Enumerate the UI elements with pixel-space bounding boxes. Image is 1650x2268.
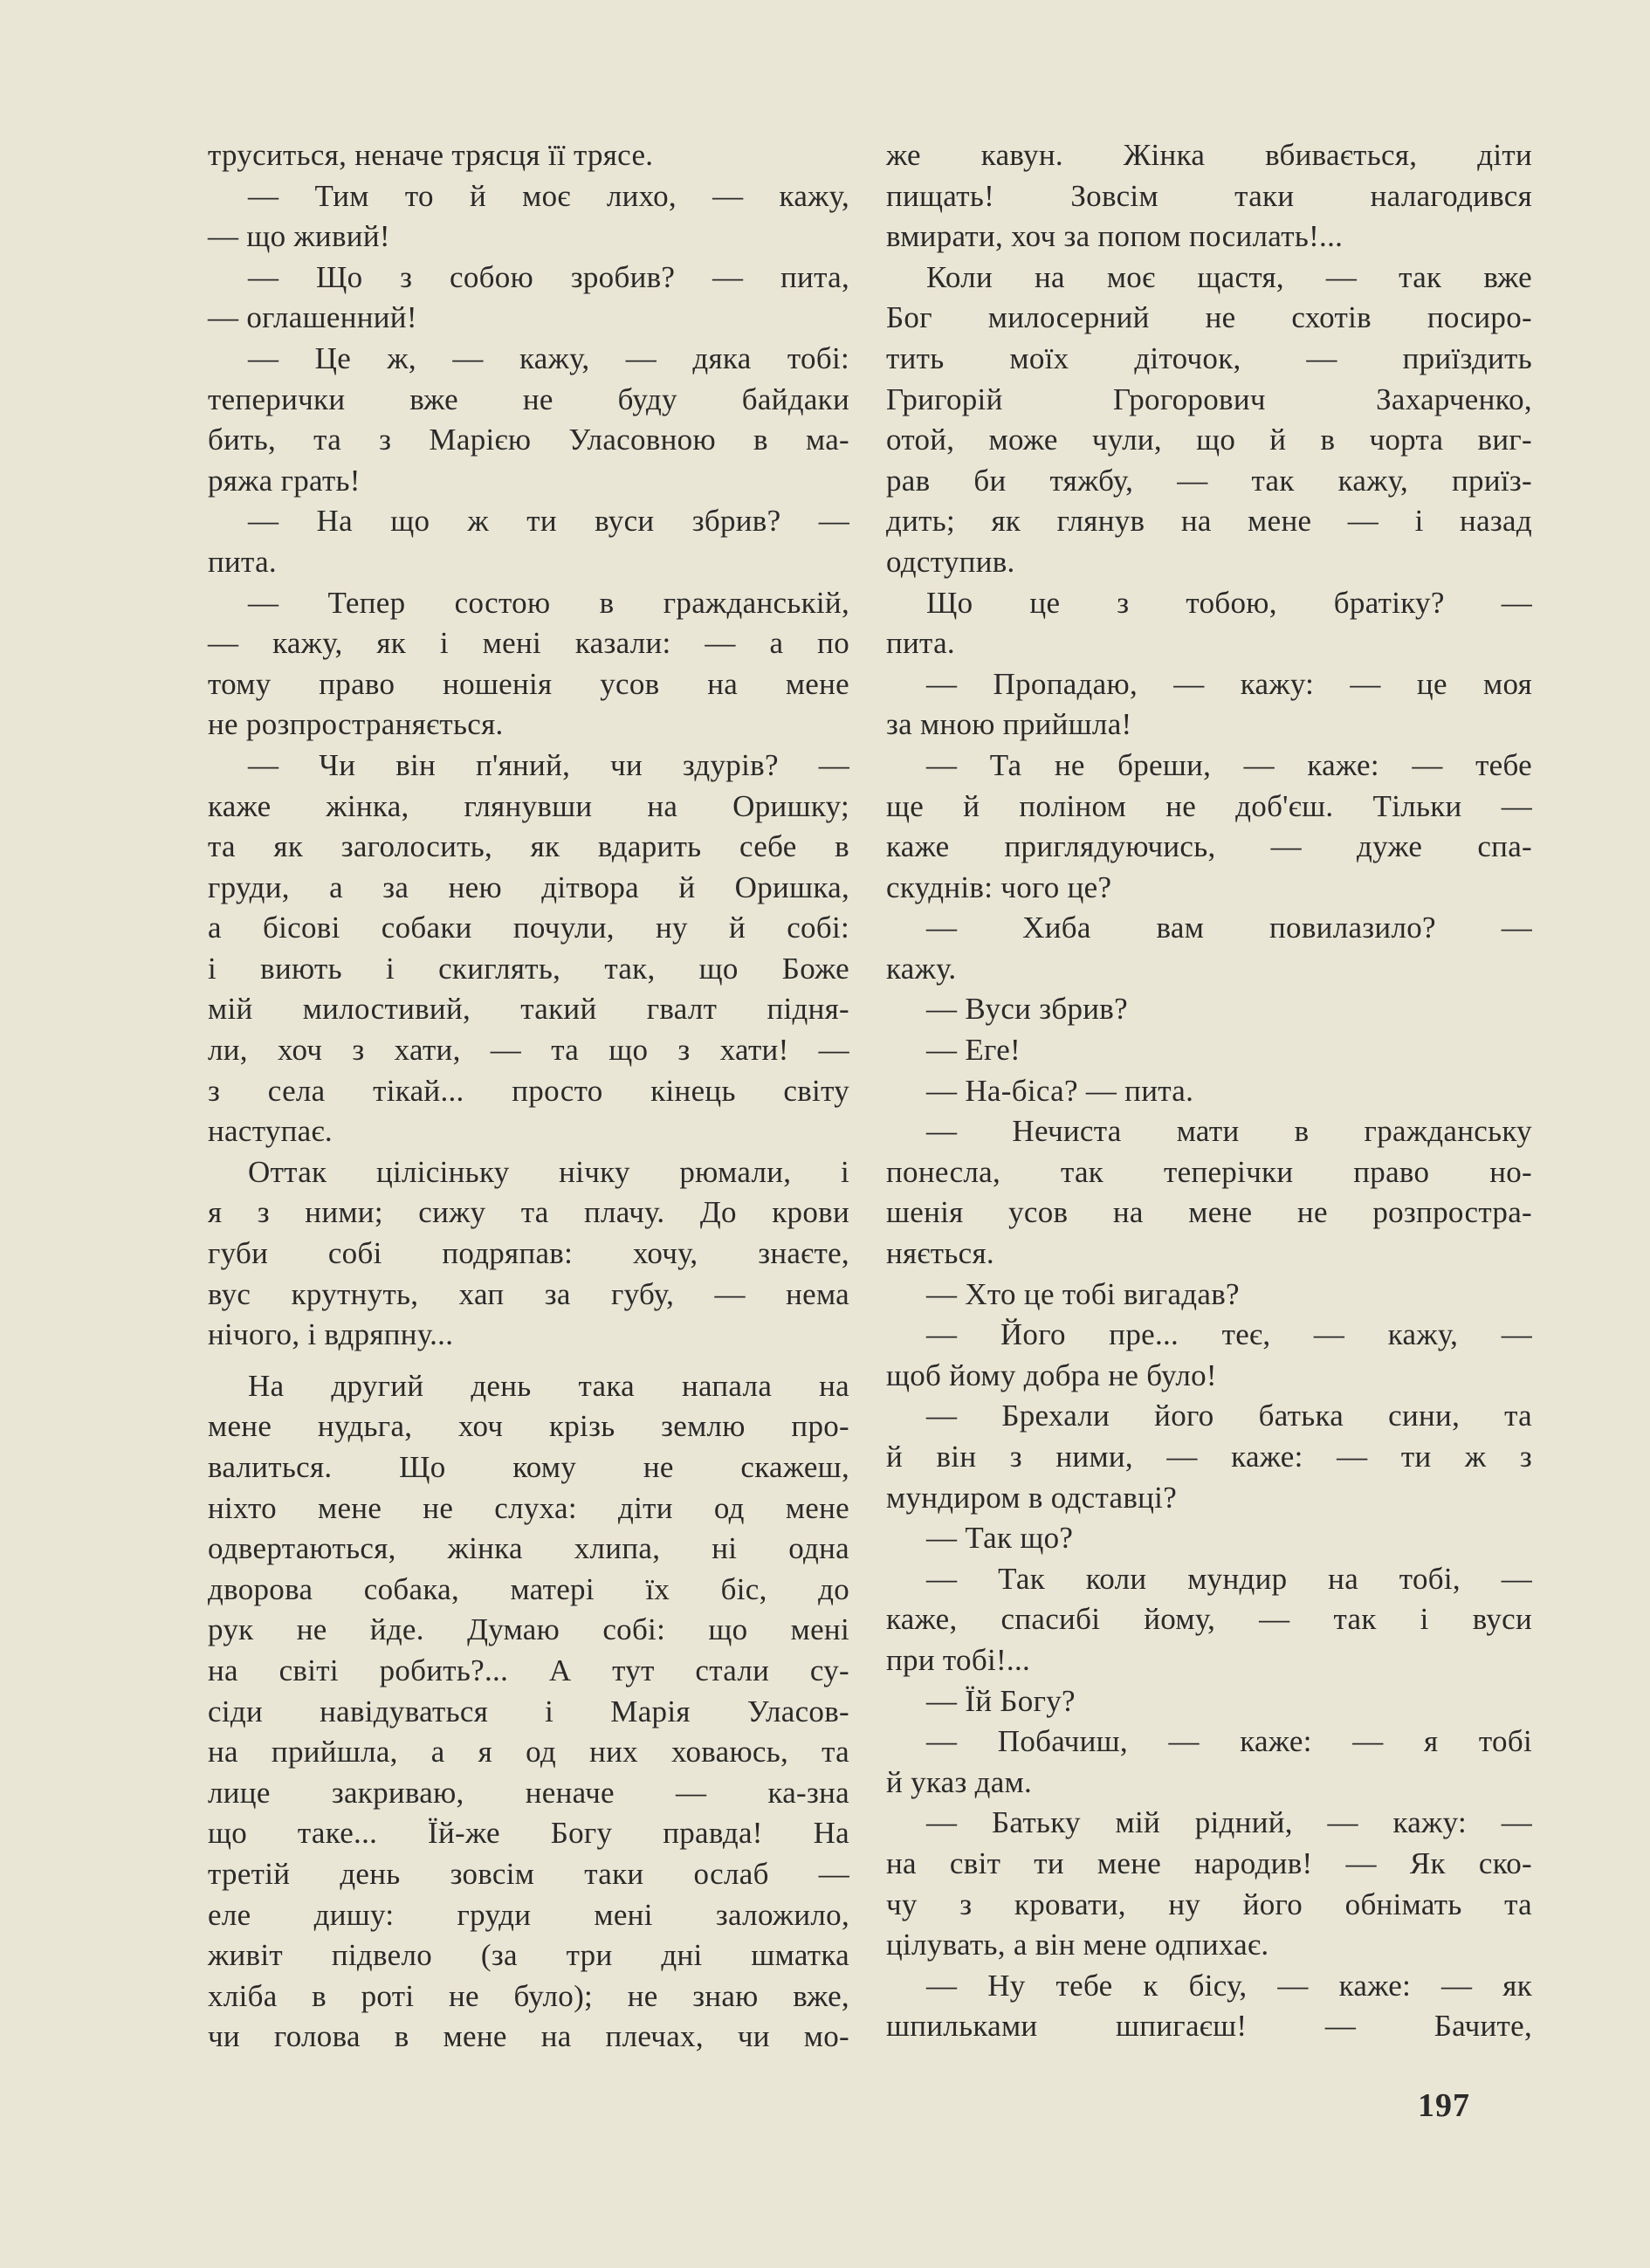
- text-line: — Так що?: [926, 1521, 1074, 1556]
- text-line: каже, спасибі йому, — так і вуси: [886, 1602, 1532, 1637]
- text-line: ряжа грать!: [208, 463, 361, 498]
- text-line: — Тепер состою в гражданській,: [248, 585, 849, 620]
- text-line: шпильками шпигаєш! — Бачите,: [886, 2009, 1532, 2044]
- page-number: 197: [1418, 2087, 1470, 2124]
- text-line: мундиром в одставці?: [886, 1480, 1178, 1515]
- text-line: Григорій Грогорович Захарченко,: [886, 381, 1532, 416]
- text-line: на світ ти мене народив! — Як ско-: [886, 1845, 1532, 1880]
- text-line: — Еге!: [926, 1033, 1021, 1068]
- text-line: — На-біса? — пита.: [926, 1073, 1194, 1108]
- text-line: вус крутнуть, хап за губу, — нема: [208, 1276, 849, 1311]
- text-line: — Так коли мундир на тобі, —: [926, 1561, 1532, 1596]
- text-line: — Хиба вам повилазило? —: [926, 911, 1532, 945]
- text-line: на світі робить?... А тут стали су-: [208, 1653, 849, 1687]
- text-line: отой, може чули, що й в чорта виг-: [886, 423, 1532, 457]
- text-line: пита.: [208, 544, 277, 579]
- text-line: тому право ношенія усов на мене: [208, 666, 849, 701]
- text-line: понесла, так теперічки право но-: [886, 1154, 1532, 1189]
- text-line: а бісові собаки почули, ну й собі:: [208, 911, 849, 945]
- text-line: вмирати, хоч за попом посилать!...: [886, 219, 1344, 254]
- text-line: не розпространяється.: [208, 707, 504, 742]
- text-line: кажу.: [886, 951, 957, 986]
- text-line: — Тим то й моє лихо, — кажу,: [248, 178, 849, 213]
- text-line: бить, та з Марією Уласовною в ма-: [208, 423, 849, 457]
- text-line: на прийшла, а я од них ховаюсь, та: [208, 1735, 849, 1770]
- text-line: скуднів: чого це?: [886, 869, 1112, 904]
- text-line: На другий день така напала на: [248, 1368, 849, 1403]
- text-line: — що живий!: [208, 219, 390, 254]
- text-line: за мною прийшла!: [886, 707, 1132, 742]
- text-line: дворова собака, матері їх біс, до: [208, 1571, 849, 1606]
- text-line: Бог милосерний не схотів посиро-: [886, 300, 1532, 335]
- text-line: шенія усов на мене не розпростра-: [886, 1195, 1532, 1230]
- text-line: — Їй Богу?: [926, 1683, 1076, 1718]
- text-line: наступає.: [208, 1114, 333, 1149]
- text-line: — Це ж, — кажу, — дяка тобі:: [248, 340, 849, 375]
- text-line: й він з ними, — каже: — ти ж з: [886, 1440, 1532, 1474]
- text-line: дить; як глянув на мене — і назад: [886, 504, 1532, 539]
- text-line: при тобі!...: [886, 1642, 1031, 1677]
- text-line: няється.: [886, 1236, 994, 1271]
- left-text-column: [208, 135, 849, 2058]
- text-line: еле дишу: груди мені заложило,: [208, 1897, 849, 1932]
- text-line: валиться. Що кому не скажеш,: [208, 1450, 849, 1484]
- text-line: груди, а за нею дітвора й Оришка,: [208, 869, 849, 904]
- text-line: рав би тяжбу, — так кажу, приїз-: [886, 463, 1532, 498]
- text-line: пита.: [886, 626, 955, 661]
- text-line: нічого, і вдряпну...: [208, 1317, 454, 1352]
- text-line: лице закриваю, неначе — ка-зна: [208, 1775, 849, 1810]
- text-line: — Нечиста мати в гражданську: [926, 1114, 1532, 1149]
- text-line: — Його пре... теє, — кажу, —: [926, 1317, 1532, 1352]
- text-line: — Чи він п'яний, чи здурів? —: [248, 747, 849, 782]
- text-line: — Побачиш, — каже: — я тобі: [926, 1724, 1532, 1759]
- text-line: з села тікай... просто кінець світу: [208, 1073, 849, 1108]
- text-line: третій день зовсім таки ослаб —: [208, 1856, 849, 1891]
- text-line: живіт підвело (за три дні шматка: [208, 1938, 849, 1973]
- text-line: пищать! Зовсім таки налагодився: [886, 178, 1532, 213]
- text-line: й указ дам.: [886, 1764, 1033, 1799]
- text-line: ніхто мене не слуха: діти од мене: [208, 1490, 849, 1525]
- text-line: рук не йде. Думаю собі: що мені: [208, 1612, 849, 1647]
- text-line: труситься, неначе трясця її трясе.: [208, 138, 654, 172]
- text-line: мій милостивий, такий гвалт підня-: [208, 992, 849, 1027]
- text-line: сіди навідуваться і Марія Уласов-: [208, 1694, 849, 1728]
- text-line: цілувать, а він мене одпихає.: [886, 1928, 1269, 1962]
- text-line: Що це з тобою, братіку? —: [926, 585, 1532, 620]
- text-line: теперички вже не буду байдаки: [208, 381, 849, 416]
- text-line: хліба в роті не було); не знаю вже,: [208, 1978, 849, 2013]
- text-line: — Батьку мій рідний, — кажу: —: [926, 1805, 1532, 1840]
- text-line: — Пропадаю, — кажу: — це моя: [926, 666, 1532, 701]
- text-line: Коли на моє щастя, — так вже: [926, 259, 1532, 294]
- text-line: що таке... Їй-же Богу правда! На: [208, 1816, 849, 1851]
- text-line: каже жінка, глянувши на Оришку;: [208, 788, 849, 823]
- text-line: ще й поліном не доб'єш. Тільки —: [886, 788, 1532, 823]
- text-line: каже приглядуючись, — дуже спа-: [886, 829, 1532, 864]
- text-line: ли, хоч з хати, — та що з хати! —: [208, 1033, 849, 1068]
- right-text-column: [886, 135, 1532, 2047]
- text-line: мене нудьга, хоч крізь землю про-: [208, 1409, 849, 1444]
- text-line: губи собі подряпав: хочу, знаєте,: [208, 1236, 849, 1271]
- text-line: — На що ж ти вуси збрив? —: [248, 504, 849, 539]
- text-line: і виють і скиглять, так, що Боже: [208, 951, 849, 986]
- text-line: же кавун. Жінка вбивається, діти: [886, 138, 1532, 172]
- text-line: одступив.: [886, 544, 1015, 579]
- text-line: чи голова в мене на плечах, чи мо-: [208, 2019, 849, 2054]
- text-line: — оглашенний!: [208, 300, 417, 335]
- text-line: — Ну тебе к бісу, — каже: — як: [926, 1968, 1532, 2003]
- text-line: — Вуси збрив?: [926, 992, 1128, 1027]
- text-line: щоб йому добра не було!: [886, 1357, 1217, 1392]
- text-line: чу з кровати, ну його обнімать та: [886, 1887, 1532, 1921]
- text-line: — кажу, як і мені казали: — а по: [208, 626, 849, 661]
- text-line: — Що з собою зробив? — пита,: [248, 259, 849, 294]
- text-line: — Брехали його батька сини, та: [926, 1399, 1532, 1433]
- text-line: одвертаються, жінка хлипа, ні одна: [208, 1531, 849, 1566]
- text-line: — Та не бреши, — каже: — тебе: [926, 747, 1532, 782]
- text-line: тить моїх діточок, — приїздить: [886, 340, 1532, 375]
- text-line: — Хто це тобі вигадав?: [926, 1276, 1240, 1311]
- text-line: та як заголосить, як вдарить себе в: [208, 829, 849, 864]
- text-line: я з ними; сижу та плачу. До крови: [208, 1195, 849, 1230]
- text-line: Оттак цілісіньку нічку рюмали, і: [248, 1154, 849, 1189]
